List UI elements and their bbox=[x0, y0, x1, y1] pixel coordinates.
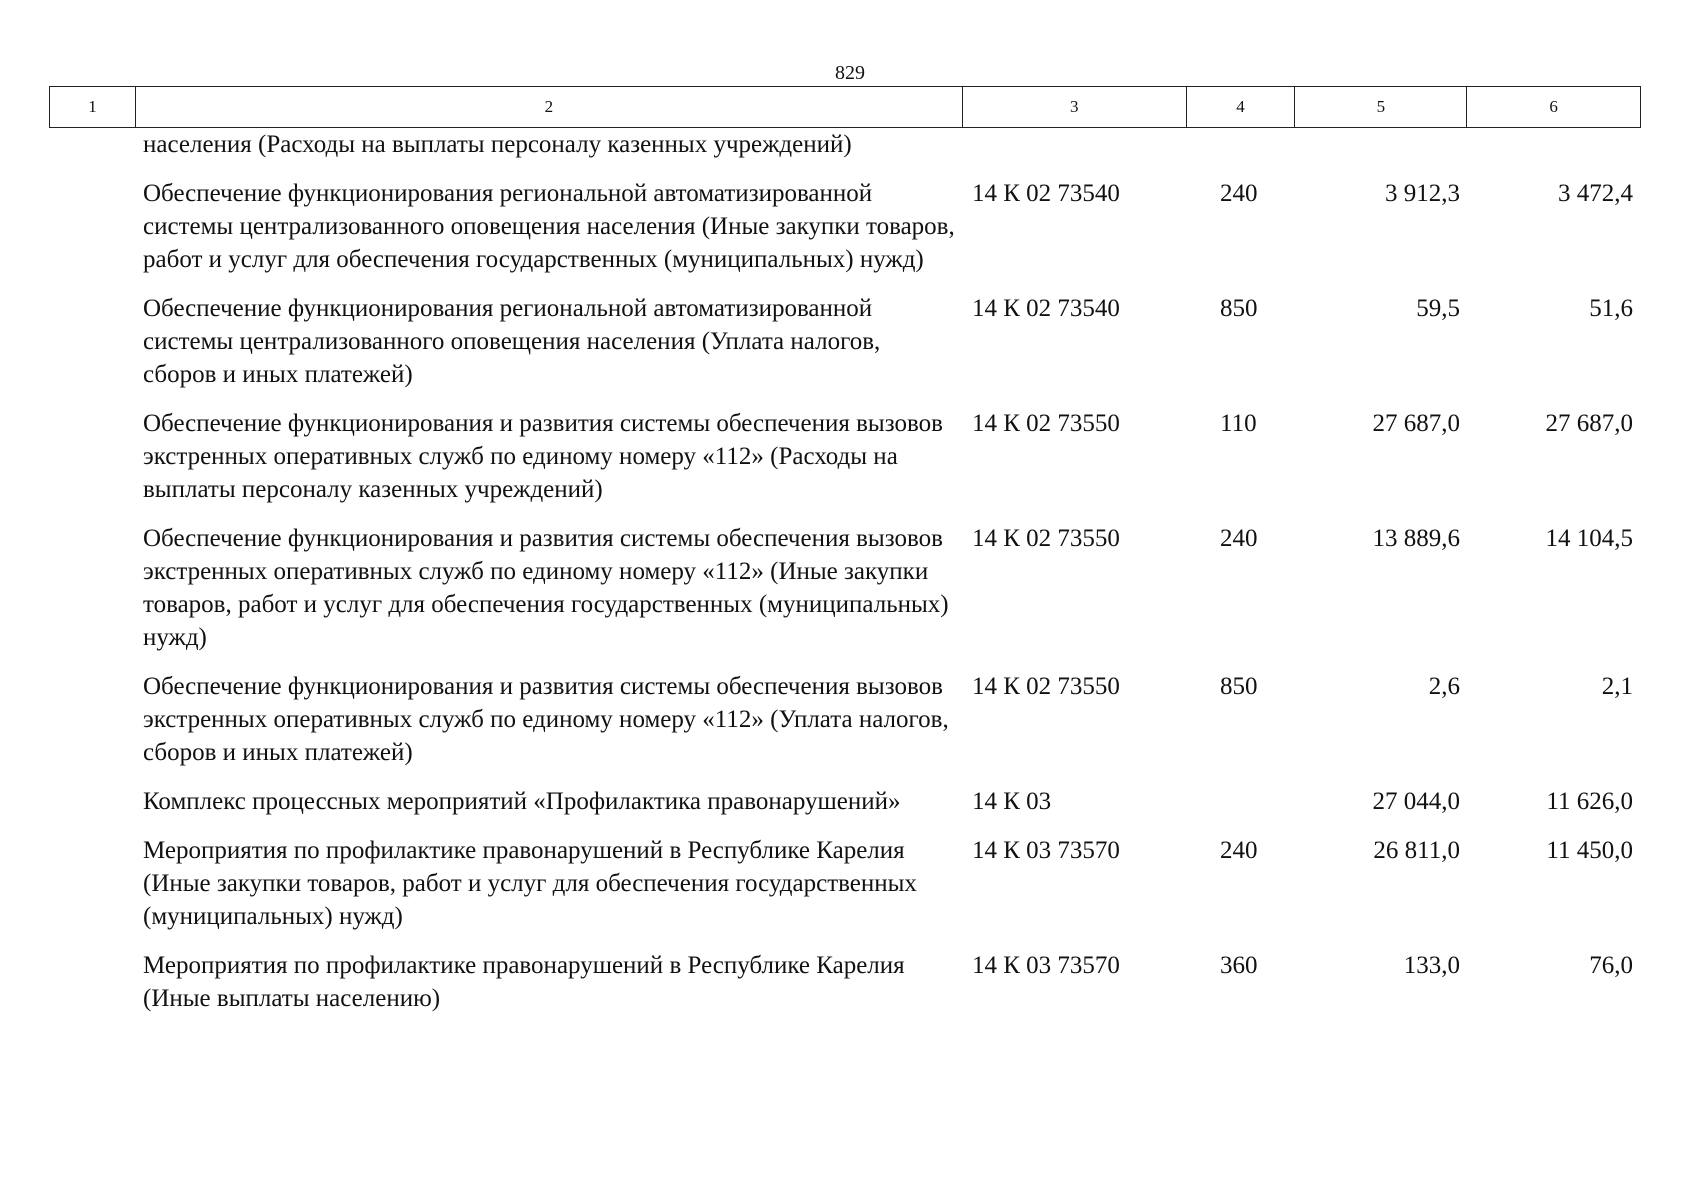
expense-type-cell: 240 bbox=[1220, 525, 1258, 552]
item-name-cell: Обеспечение функционирования и развития системы обеспечения вызовов экстренных оперативных служб по единому номеру «112» (Иные закупки товаров, работ и услуг для обеспечения государственных (муниципальных) нужд) bbox=[143, 525, 949, 651]
row-number-cell bbox=[49, 834, 135, 933]
item-name-cell: Обеспечение функционирования и развития системы обеспечения вызовов экстренных оперативных служб по единому номеру «112» (Уплата налогов, сборов и иных платежей) bbox=[143, 673, 949, 766]
table-row bbox=[49, 670, 1641, 769]
target-code-cell: 14 К 02 73550 bbox=[972, 673, 1120, 700]
item-name-cell: Обеспечение функционирования региональной автоматизированной системы централизованного оповещения населения (Уплата налогов, сборов и иных платежей) bbox=[143, 295, 881, 388]
amount-year2-cell: 27 687,0 bbox=[1545, 410, 1633, 437]
expense-type-cell: 240 bbox=[1220, 837, 1258, 864]
table-header-row bbox=[49, 86, 1641, 128]
table-row bbox=[49, 834, 1641, 933]
row-number-cell bbox=[49, 670, 135, 769]
target-code-cell: 14 К 02 73540 bbox=[972, 295, 1120, 322]
target-code-cell: 14 К 03 73570 bbox=[972, 837, 1120, 864]
amount-year1-cell: 59,5 bbox=[1416, 295, 1460, 322]
table-row bbox=[49, 949, 1641, 1015]
row-number-cell bbox=[49, 177, 135, 276]
row-number-cell bbox=[49, 292, 135, 391]
amount-year1-cell bbox=[1296, 128, 1468, 161]
table-body bbox=[49, 128, 1641, 1015]
expense-type-cell bbox=[1187, 128, 1296, 161]
amount-year1-cell: 27 687,0 bbox=[1372, 410, 1460, 437]
item-name-cell: Мероприятия по профилактике правонарушений в Республике Карелия (Иные выплаты населению) bbox=[143, 952, 905, 1012]
table-row bbox=[49, 128, 1641, 161]
amount-year1-cell: 26 811,0 bbox=[1373, 837, 1460, 864]
target-code-cell: 14 К 03 73570 bbox=[972, 952, 1120, 979]
row-number-cell bbox=[49, 949, 135, 1015]
target-code-cell bbox=[963, 128, 1187, 161]
item-name-cell: Комплекс процессных мероприятий «Профилактика правонарушений» bbox=[143, 788, 901, 815]
amount-year2-cell: 11 626,0 bbox=[1546, 788, 1633, 815]
amount-year2-cell bbox=[1468, 128, 1641, 161]
column-number-4: 4 bbox=[1187, 87, 1296, 127]
table-row bbox=[49, 292, 1641, 391]
amount-year2-cell: 14 104,5 bbox=[1545, 525, 1633, 552]
item-name-cell: Обеспечение функционирования и развития системы обеспечения вызовов экстренных оперативных служб по единому номеру «112» (Расходы на выплаты персоналу казенных учреждений) bbox=[143, 410, 943, 503]
amount-year2-cell: 76,0 bbox=[1589, 952, 1633, 979]
table-row bbox=[49, 785, 1641, 818]
table-row bbox=[49, 407, 1641, 506]
item-name-cell: Обеспечение функционирования региональной автоматизированной системы централизованного оповещения населения (Иные закупки товаров, работ и услуг для обеспечения государственных (муниципальных) нужд) bbox=[143, 180, 955, 273]
row-number-cell bbox=[49, 407, 135, 506]
expense-type-cell: 850 bbox=[1220, 295, 1258, 322]
expense-type-cell: 110 bbox=[1220, 410, 1257, 437]
amount-year1-cell: 13 889,6 bbox=[1372, 525, 1460, 552]
amount-year2-cell: 2,1 bbox=[1601, 673, 1633, 700]
amount-year2-cell: 11 450,0 bbox=[1546, 837, 1633, 864]
target-code-cell: 14 К 03 bbox=[972, 788, 1052, 815]
amount-year1-cell: 3 912,3 bbox=[1385, 180, 1460, 207]
page-number: 829 bbox=[835, 62, 865, 84]
target-code-cell: 14 К 02 73540 bbox=[972, 180, 1120, 207]
expense-type-cell: 360 bbox=[1220, 952, 1258, 979]
item-name-cell: населения (Расходы на выплаты персоналу казенных учреждений) bbox=[143, 131, 852, 158]
row-number-cell bbox=[49, 522, 135, 654]
amount-year1-cell: 27 044,0 bbox=[1372, 788, 1460, 815]
expense-type-cell: 850 bbox=[1220, 673, 1258, 700]
column-number-2: 2 bbox=[136, 87, 963, 127]
column-number-5: 5 bbox=[1295, 87, 1467, 127]
expense-type-cell bbox=[1187, 785, 1296, 818]
amount-year1-cell: 133,0 bbox=[1403, 952, 1460, 979]
column-number-6: 6 bbox=[1549, 97, 1558, 116]
column-number-1: 1 bbox=[50, 87, 136, 127]
item-name-cell: Мероприятия по профилактике правонарушений в Республике Карелия (Иные закупки товаров, работ и услуг для обеспечения государственных (муниципальных) нужд) bbox=[143, 837, 917, 930]
target-code-cell: 14 К 02 73550 bbox=[972, 525, 1120, 552]
row-number-cell bbox=[49, 785, 135, 818]
column-number-3: 3 bbox=[963, 87, 1187, 127]
target-code-cell: 14 К 02 73550 bbox=[972, 410, 1120, 437]
expense-type-cell: 240 bbox=[1220, 180, 1258, 207]
amount-year1-cell: 2,6 bbox=[1428, 673, 1460, 700]
table-row bbox=[49, 522, 1641, 654]
amount-year2-cell: 3 472,4 bbox=[1558, 180, 1633, 207]
row-number-cell bbox=[49, 128, 135, 161]
table-row bbox=[49, 177, 1641, 276]
amount-year2-cell: 51,6 bbox=[1589, 295, 1633, 322]
